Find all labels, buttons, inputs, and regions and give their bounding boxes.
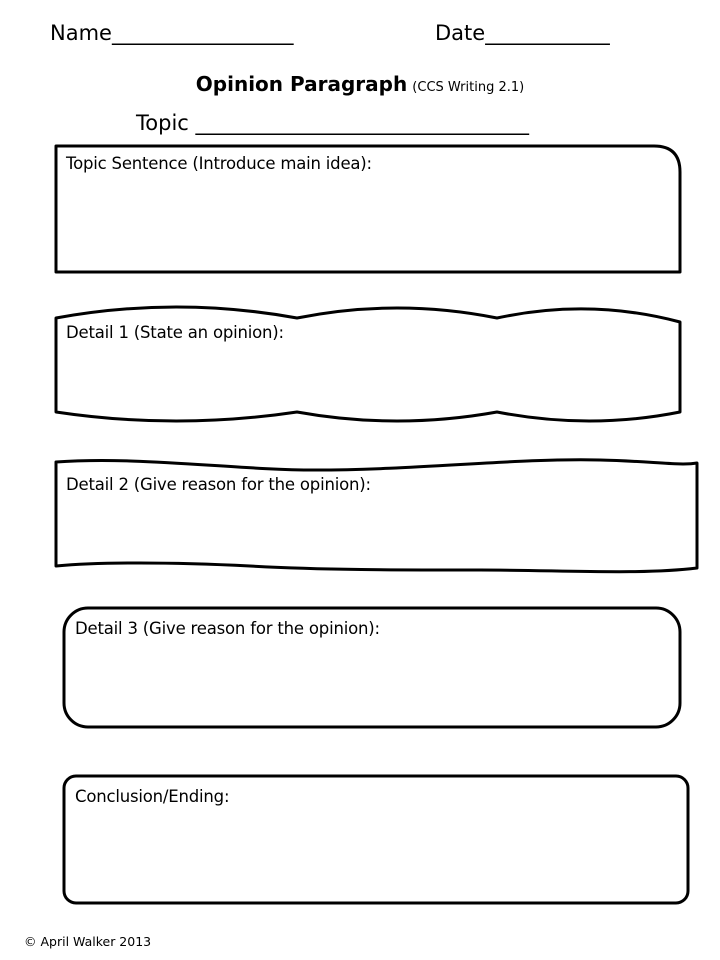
page-title [0,72,720,96]
topic-label: Topic [136,111,189,135]
name-blank-line[interactable]: ___________________ [111,21,293,45]
topic-sentence-section[interactable] [66,154,372,174]
detail-2-label: Detail 2 (Give reason for the opinion): [66,475,371,494]
topic-field[interactable] [136,111,528,135]
page-title-sub: (CCS Writing 2.1) [412,80,525,95]
detail-3-section[interactable] [75,619,380,639]
date-field[interactable] [435,21,609,45]
name-label: Name [50,21,112,45]
detail-1-label: Detail 1 (State an opinion): [66,323,284,342]
detail-2-section[interactable] [66,475,371,495]
conclusion-label: Conclusion/Ending: [75,787,230,806]
topic-blank-line[interactable]: ___________________________________ [195,111,529,135]
topic-sentence-label: Topic Sentence (Introduce main idea): [66,154,372,173]
date-label: Date [435,21,486,45]
copyright-footer: © April Walker 2013 [24,934,152,949]
page-title-main: Opinion Paragraph [195,72,408,96]
name-field[interactable] [50,21,292,45]
detail-3-label: Detail 3 (Give reason for the opinion): [75,619,380,638]
conclusion-section[interactable] [75,787,229,807]
detail-1-section[interactable] [66,323,284,343]
date-blank-line[interactable]: _____________ [485,21,609,45]
